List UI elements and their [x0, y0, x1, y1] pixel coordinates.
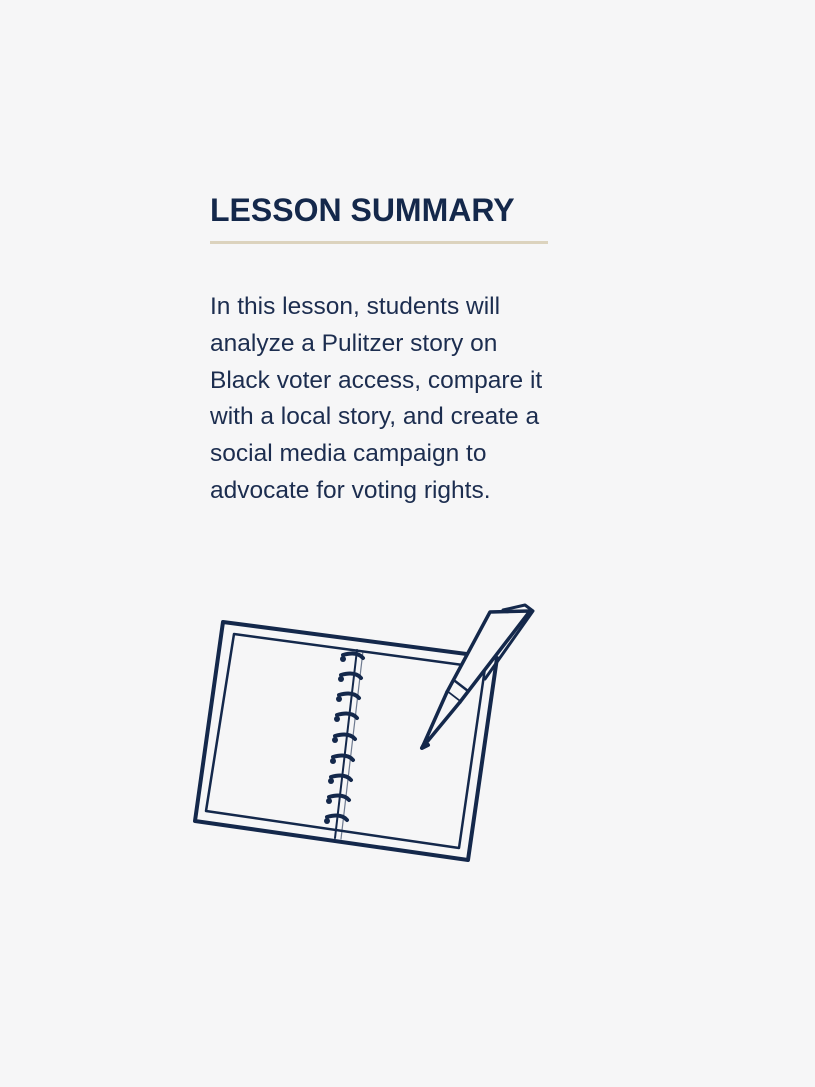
heading-divider — [210, 241, 548, 244]
notebook-and-pen-illustration — [185, 595, 550, 875]
lesson-summary-heading: LESSON SUMMARY — [210, 192, 515, 228]
lesson-summary-text: In this lesson, students will analyze a Pulitzer story on Black voter access, compare it with a local story, and create a social media campaign to advocate for voting rights. — [210, 293, 543, 504]
notebook-icon — [195, 622, 497, 860]
